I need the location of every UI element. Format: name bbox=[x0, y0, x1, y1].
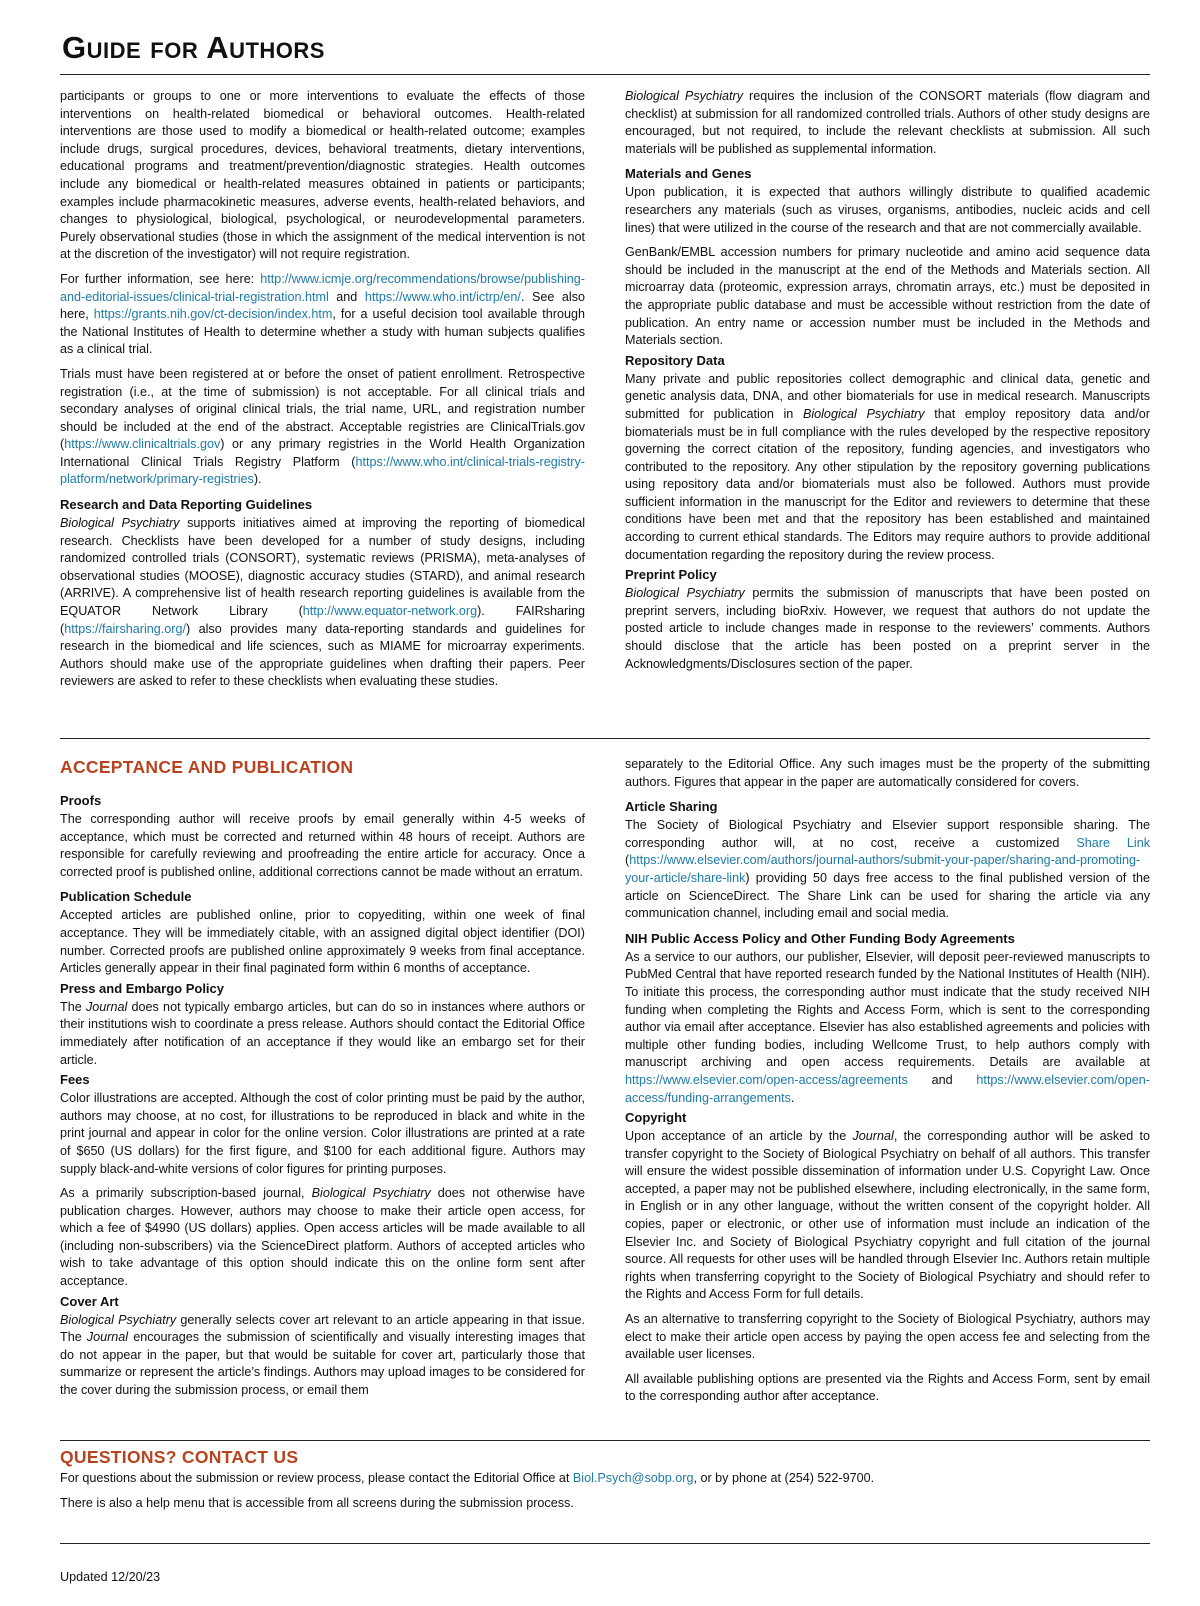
repository-heading: Repository Data bbox=[625, 352, 725, 368]
fees-heading: Fees bbox=[60, 1072, 90, 1088]
journal-name: Biological Psychiatry bbox=[625, 89, 744, 103]
journal-name: Biological Psychiatry bbox=[802, 406, 925, 421]
text: requires the inclusion of the CONSORT materials (flow diagram and checklist) at submission for all randomized controlled trials. Authors of other study designs are encouraged, but not required, to include the relevant checklists at submission. All such materials will be published as supplemental information. bbox=[625, 89, 1150, 156]
schedule-heading: Publication Schedule bbox=[60, 889, 192, 905]
publishing-options-paragraph: All available publishing options are presented via the Rights and Access Form, sent by email to the corresponding author after acceptance. bbox=[625, 1371, 1150, 1404]
text: ) also provides many data-reporting standards and guidelines for research in the biomedical and life sciences, such as MIAME for microarray experiments. Authors should make use of the appropriate guidelines when drafting their papers. Peer reviewers are asked to refer to these checklists when evaluating these studies. bbox=[60, 621, 585, 689]
text: . bbox=[790, 1090, 795, 1105]
text: For further information, see here: bbox=[60, 271, 261, 286]
equator-link[interactable]: http://www.equator-network.org bbox=[302, 604, 478, 619]
trial-definition-paragraph: participants or groups to one or more interventions to evaluate the effects of those interventions on health-related biomedical or behavioral outcomes. Health-related interventions are those used to modify a biomedical or health-related outcome; examples include drugs, surgical procedures, devices, behavioral treatments, dietary interventions, educational programs and treatment/prevention/diagnostic strategies. Health outcomes include any biomedical or health-related measures obtained in patients or participants; examples include pharmacokinetic measures, adverse events, health-related behaviors, and changes to physiological, biological, psychological, or neurodevelopmental parameters. Purely observational studies (those in which the assignment of the medical intervention is not at the discretion of the investigator) will not require registration. bbox=[60, 89, 585, 262]
text: does not typically embargo articles, but can do so in instances where authors or their institutions wish to coordinate a press release. Authors should contact the Editorial Office immediately after notification of an acceptance if they would like an embargo set for their article. bbox=[60, 999, 585, 1067]
clinicaltrials-link[interactable]: https://www.clinicaltrials.gov bbox=[64, 437, 221, 452]
text: . See also here, bbox=[60, 289, 585, 322]
fees-paragraph: Color illustrations are accepted. Although the cost of color printing must be paid by the author, authors may choose, at no cost, for illustrations to be reproduced in black and white in the print journal and appear in color for the online version. Color illustrations are printed at a rate of $650 (US dollars) for the first figure, and $100 for each additional figure. Authors may supply black-and-white versions of color figures for printing purposes. bbox=[60, 1091, 585, 1176]
text: The Society of Biological Psychiatry and Elsevier support responsible sharing. The corresponding author will, at no cost, receive a customized bbox=[625, 818, 1150, 850]
text: , for a useful decision tool available through the National Institutes of Health to determine whether a study with human subjects qualifies as a clinical trial. bbox=[60, 307, 585, 357]
copyright-alternative-paragraph: As an alternative to transferring copyright to the Society of Biological Psychiatry, authors may elect to make their article open access by paying the open access fee and selecting from the available user licenses. bbox=[625, 1312, 1150, 1362]
journal-name: Biological Psychiatry bbox=[60, 516, 180, 531]
text: and bbox=[907, 1072, 977, 1087]
research-guidelines-paragraph bbox=[60, 515, 585, 691]
copyright-paragraph bbox=[625, 1128, 1150, 1304]
further-info-paragraph bbox=[60, 271, 585, 359]
page bbox=[60, 0, 1150, 1606]
cover-art-continued: separately to the Editorial Office. Any such images must be the property of the submitting authors. Figures that appear in the paper are automatically considered for covers. bbox=[625, 757, 1150, 789]
journal-name: Biological Psychiatry bbox=[311, 1186, 431, 1201]
icmje-link[interactable]: http://www.icmje.org/recommendations/browse/publishing-and-editorial-issues/clinical-trial-registration.html bbox=[60, 271, 585, 304]
cover-art-heading: Cover Art bbox=[60, 1293, 119, 1309]
open-access-paragraph bbox=[60, 1185, 585, 1291]
nih-decision-link[interactable]: https://grants.nih.gov/ct-decision/index.htm bbox=[93, 307, 333, 322]
repository-paragraph bbox=[625, 371, 1150, 565]
proofs-heading: Proofs bbox=[60, 793, 102, 808]
text: permits the submission of manuscripts that have been posted on preprint servers, including bioRxiv. However, we request that authors do not update the posted article to include changes made in response to the reviewers’ comments. Authors should disclose that the article has been posted on a preprint server in the Acknowledgments/Disclosures section of the paper. bbox=[625, 586, 1150, 671]
top-left-column bbox=[60, 88, 585, 698]
trial-registration-paragraph bbox=[60, 366, 585, 489]
acceptance-left-column bbox=[60, 752, 585, 1407]
press-heading: Press and Embargo Policy bbox=[60, 980, 225, 996]
preprint-paragraph bbox=[625, 585, 1150, 673]
text: supports initiatives aimed at improving the reporting of biomedical research. Checklists have been developed for a number of study designs, including randomized controlled trials (CONSORT), systematic reviews (PRISMA), meta-analyses of observational studies (MOOSE), diagnostic accuracy studies (STARD), and animal research (ARRIVE). A comprehensive list of health research reporting guidelines is available from the EQUATOR Network Library ( bbox=[60, 516, 585, 619]
fairsharing-link[interactable]: https://fairsharing.org/ bbox=[64, 621, 187, 636]
preprint-heading: Preprint Policy bbox=[625, 567, 717, 583]
contact-rule bbox=[60, 1440, 1150, 1441]
funding-arrangements-link[interactable]: https://www.elsevier.com/open-access/funding-arrangements bbox=[625, 1072, 1150, 1105]
nih-heading: NIH Public Access Policy and Other Funding Body Agreements bbox=[625, 930, 1015, 946]
text: ). bbox=[253, 472, 262, 487]
acceptance-section-title: ACCEPTANCE AND PUBLICATION bbox=[60, 757, 354, 777]
sharing-heading: Article Sharing bbox=[625, 799, 718, 815]
text: The bbox=[60, 999, 86, 1014]
share-link-url[interactable]: https://www.elsevier.com/authors/journal-authors/submit-your-paper/sharing-and-promoting-your-article/share-link bbox=[625, 853, 1141, 885]
contact-line bbox=[60, 1470, 1150, 1488]
cover-art-paragraph bbox=[60, 1312, 585, 1400]
text: encourages the submission of scientifically and visually interesting images that do not appear in the paper, but that would be suitable for cover art, particularly those that summarize or represent the article’s findings. Authors may upload images to be considered for the cover during the submission process, or email them bbox=[60, 1330, 585, 1398]
footer-rule bbox=[60, 1543, 1150, 1544]
text: Trials must have been registered at or before the onset of patient enrollment. Retrospective registration (i.e., at the time of submission) is not acceptable. For all clinical trials and secondary analyses of original clinical trials, the trial name, URL, and registration number should be included at the end of the abstract. Acceptable registries are ClinicalTrials.gov ( bbox=[60, 366, 585, 452]
text: ) or any primary registries in the World Health Organization International Clinical Trials Registry Platform ( bbox=[60, 437, 585, 469]
text: and bbox=[328, 289, 365, 304]
email-link[interactable]: Biol.Psych@sobp.org bbox=[572, 1471, 694, 1485]
text: As a service to our authors, our publisher, Elsevier, will deposit peer-reviewed manuscripts to PubMed Central that have reported research funded by the National Institutes of Health (NIH). To initiate this process, the corresponding author must indicate that the study received NIH funding when completing the Rights and Access Form, which is sent to the corresponding author via email after acceptance. Elsevier has also established agreements and policies with multiple other funding bodies, including Wellcome Trust, to help authors comply with manuscript archiving and open access requirements. Details are available at bbox=[625, 949, 1150, 1070]
journal-name: Journal bbox=[85, 999, 128, 1014]
who-ictrp-link[interactable]: https://www.who.int/ictrp/en/ bbox=[364, 289, 521, 304]
top-right-column bbox=[625, 88, 1150, 680]
nih-paragraph bbox=[625, 949, 1150, 1107]
genbank-paragraph: GenBank/EMBL accession numbers for primary nucleotide and amino acid sequence data should be included in the manuscript at the end of the Methods and Materials section. All microarray data (proteomic, expression arrays, chromatin arrays, etc.) must be deposited in the appropriate public database and must be accessible without restriction from the date of publication. An entry name or accession number must be included in the Methods and Materials section. bbox=[625, 245, 1150, 348]
consort-paragraph bbox=[625, 88, 1150, 158]
journal-name: Journal bbox=[852, 1129, 894, 1144]
page-title: Guide for Authors bbox=[62, 30, 325, 65]
help-menu-line: There is also a help menu that is accessible from all screens during the submission process. bbox=[60, 1495, 574, 1510]
contact-section-title: QUESTIONS? CONTACT US bbox=[60, 1447, 299, 1467]
section-rule bbox=[60, 738, 1150, 739]
share-link[interactable]: Share Link bbox=[1076, 835, 1150, 850]
sharing-paragraph bbox=[625, 817, 1150, 923]
text: ) providing 50 days free access to the final published version of the article on ScienceDirect. The Share Link can be used for sharing the article via any communication channel, including email and social media. bbox=[625, 870, 1150, 921]
text: Upon acceptance of an article by the bbox=[625, 1129, 853, 1144]
materials-paragraph: Upon publication, it is expected that authors willingly distribute to qualified academic researchers any materials (such as viruses, organisms, antibodies, nucleic acids and cell lines) that were utilized in the course of the research and that are not commercially available. bbox=[625, 185, 1150, 235]
copyright-heading: Copyright bbox=[625, 1110, 687, 1126]
who-registries-link[interactable]: https://www.who.int/clinical-trials-registry-platform/network/primary-registries bbox=[60, 454, 585, 487]
text: As a primarily subscription-based journal, bbox=[60, 1186, 312, 1201]
journal-name: Biological Psychiatry bbox=[625, 586, 745, 601]
text: generally selects cover art relevant to an article appearing in that issue. The bbox=[60, 1312, 586, 1345]
journal-name: Biological Psychiatry bbox=[60, 1312, 177, 1327]
text: that employ repository data and/or biomaterials must be in full compliance with the rules developed by the respective repository governing the correct citation of the repository, funding agencies, and investigators who contributed to the repository. Any other stipulation by the repository governing publications using repository data and/or biomaterials must also be followed. Authors must provide sufficient information in the manuscript for the Editor and reviewers to determine that these conditions have been met and that the repository has been established and maintained according to current ethical standards. The Editors may require authors to provide additional documentation regarding the repository during the review process. bbox=[625, 406, 1150, 562]
text: , the corresponding author will be asked to transfer copyright to the Society of Biological Psychiatry on behalf of all authors. This transfer will ensure the widest possible dissemination of information under U.S. Copyright Law. Once accepted, a paper may not be published elsewhere, including electronically, in the same form, in English or in any other language, without the written consent of the copyright holder. All copies, paper or electronic, or other use of information must include an indication of the Elsevier Inc. and Society of Biological Psychiatry copyright and full citation of the journal source. All requests for other uses will be handled through Elsevier Inc. Authors retain multiple rights when transferring copyright to the Society of Biological Psychiatry and should refer to the Rights and Access Form for full details. bbox=[625, 1129, 1150, 1302]
oa-agreements-link[interactable]: https://www.elsevier.com/open-access/agreements bbox=[625, 1072, 908, 1087]
acceptance-right-column bbox=[625, 756, 1150, 1413]
text: Many private and public repositories collect demographic and clinical data, genetic and genetic analysis data, DNA, and other biomaterials for use in medical research. Manuscripts submitted for publication in bbox=[625, 371, 1150, 421]
contact-section bbox=[60, 1446, 1150, 1519]
materials-heading: Materials and Genes bbox=[625, 166, 752, 182]
header-rule bbox=[60, 74, 1150, 75]
updated-date: Updated 12/20/23 bbox=[60, 1570, 161, 1584]
research-guidelines-heading: Research and Data Reporting Guidelines bbox=[60, 497, 313, 513]
journal-name: Journal bbox=[86, 1330, 129, 1345]
text: ). FAIRsharing ( bbox=[60, 604, 585, 636]
text: , or by phone at (254) 522-9700. bbox=[693, 1471, 875, 1485]
schedule-paragraph: Accepted articles are published online, prior to copyediting, within one week of final acceptance. They will be immediately citable, with an assigned digital object identifier (DOI) number. Corrected proofs are published online approximately 9 weeks from final acceptance. Articles generally appear in their final paginated form within 6 months of acceptance. bbox=[60, 908, 585, 976]
text: ( bbox=[625, 853, 630, 868]
text: does not otherwise have publication charges. However, authors may choose to make their article open access, for which a fee of $4990 (US dollars) applies. Open access articles will be made available to all (including non-subscribers) via the ScienceDirect platform. Authors of accepted articles who wish to take advantage of this option should indicate this on the online form sent after acceptance. bbox=[60, 1186, 585, 1289]
proofs-paragraph: The corresponding author will receive proofs by email generally within 4-5 weeks of acceptance, which must be corrected and returned within 48 hours of receipt. Authors are responsible for carefully reviewing and proofreading the entire article for accuracy. Once a corrected proof is published online, additional corrections cannot be made without an erratum. bbox=[60, 812, 585, 879]
text: For questions about the submission or review process, please contact the Editorial Office at bbox=[60, 1471, 573, 1485]
press-paragraph bbox=[60, 999, 585, 1069]
